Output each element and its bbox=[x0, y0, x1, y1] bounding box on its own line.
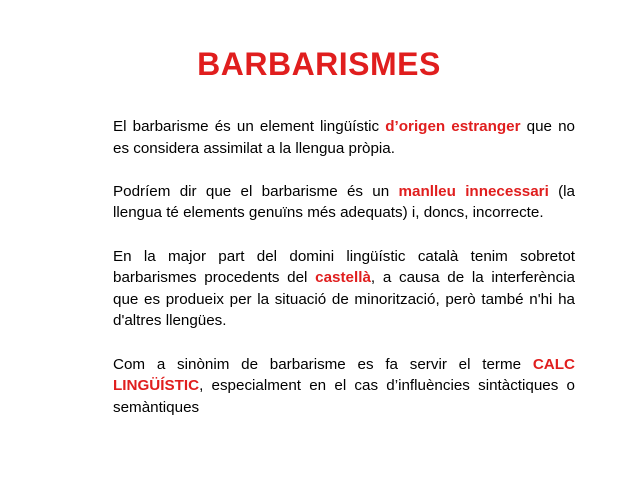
highlight-term: castellà bbox=[315, 269, 371, 287]
highlight-term: d’origen estranger bbox=[385, 118, 521, 135]
paragraph-text: El barbarisme és un element lingüístic bbox=[113, 118, 386, 135]
paragraph-text: Podríem dir que el barbarisme és un bbox=[113, 182, 399, 200]
paragraph-text: En la major part del domini lingüístic català tenim sobretot barbarismes procedents del bbox=[113, 247, 575, 287]
slide-body bbox=[113, 116, 575, 440]
highlight-term: CALC LINGÜÍSTIC bbox=[113, 355, 575, 395]
paragraph-text: , a causa de la interferència que es produeix per la situació de minorització, però també n'hi ha d'altres llengües. bbox=[113, 269, 575, 330]
paragraph-text: que no es considera assimilat a la llengua pròpia. bbox=[113, 118, 575, 157]
paragraph-definition bbox=[113, 116, 575, 159]
paragraph-origin bbox=[113, 246, 575, 332]
paragraph-unnecessary-loan bbox=[113, 181, 575, 224]
paragraph-text: Com a sinònim de barbarisme es fa servir el terme bbox=[113, 355, 533, 373]
slide-title: BARBARISMES bbox=[197, 46, 441, 82]
highlight-term: manlleu innecessari bbox=[398, 182, 549, 200]
paragraph-text: (la llengua té elements genuïns més adequats) i, doncs, incorrecte. bbox=[113, 182, 576, 222]
paragraph-text: , especialment en el cas d’influències sintàctiques o semàntiques bbox=[113, 377, 575, 416]
paragraph-synonym bbox=[113, 354, 575, 419]
